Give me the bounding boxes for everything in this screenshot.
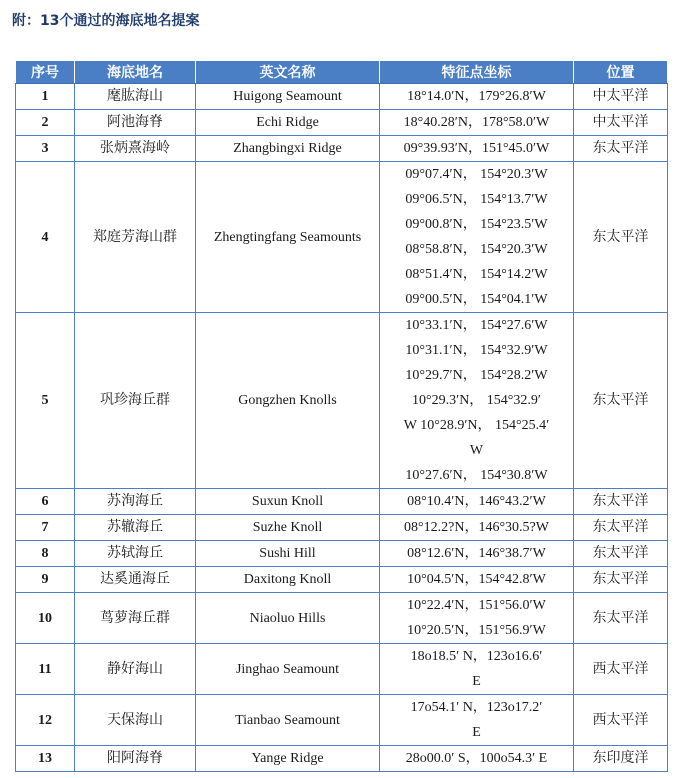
- row-en-name: Zhangbingxi Ridge: [196, 136, 380, 162]
- coord-line: 10°29.3′N， 154°32.9′: [412, 393, 541, 408]
- table-row: [16, 593, 668, 644]
- row-en-name: Gongzhen Knolls: [196, 313, 380, 489]
- header-index: 序号: [16, 61, 75, 84]
- coord-line: 08°58.8′N， 154°20.3′W: [405, 242, 548, 257]
- row-cn-name: 茑萝海丘群: [75, 593, 196, 644]
- row-coords: [380, 162, 574, 313]
- row-coords: [380, 110, 574, 136]
- row-location: 中太平洋: [574, 110, 668, 136]
- row-index: 12: [16, 695, 75, 746]
- row-en-name: Zhengtingfang Seamounts: [196, 162, 380, 313]
- row-coords: [380, 695, 574, 746]
- coord-line: 10°04.5′N，154°42.8′W: [407, 572, 546, 587]
- coord-line: 08°10.4′N，146°43.2′W: [407, 494, 546, 509]
- row-index: 13: [16, 746, 75, 772]
- table-body: [16, 84, 668, 772]
- coord-line: 10°27.6′N， 154°30.8′W: [405, 468, 548, 483]
- row-index: 3: [16, 136, 75, 162]
- row-en-name: Yange Ridge: [196, 746, 380, 772]
- table-row: [16, 136, 668, 162]
- row-index: 8: [16, 541, 75, 567]
- row-location: 东太平洋: [574, 541, 668, 567]
- coord-line: 08°51.4′N， 154°14.2′W: [405, 267, 548, 282]
- coord-line: E: [472, 725, 481, 740]
- row-en-name: Sushi Hill: [196, 541, 380, 567]
- row-cn-name: 苏辙海丘: [75, 515, 196, 541]
- coord-line: 18o18.5′ N，123o16.6′: [410, 649, 543, 664]
- coord-line: E: [472, 674, 481, 689]
- row-en-name: Huigong Seamount: [196, 84, 380, 110]
- row-cn-name: 张炳熹海岭: [75, 136, 196, 162]
- row-location: 东太平洋: [574, 515, 668, 541]
- coord-line: 10°22.4′N，151°56.0′W: [407, 598, 546, 613]
- table-row: [16, 110, 668, 136]
- row-en-name: Tianbao Seamount: [196, 695, 380, 746]
- row-index: 2: [16, 110, 75, 136]
- coord-line: 08°12.2?N，146°30.5?W: [404, 520, 549, 535]
- row-cn-name: 苏洵海丘: [75, 489, 196, 515]
- row-cn-name: 巩珍海丘群: [75, 313, 196, 489]
- header-cn-name: 海底地名: [75, 61, 196, 84]
- row-location: 西太平洋: [574, 695, 668, 746]
- row-coords: [380, 515, 574, 541]
- row-index: 1: [16, 84, 75, 110]
- table-row: [16, 695, 668, 746]
- table-header-row: [16, 61, 668, 84]
- coord-line: W: [469, 443, 484, 458]
- table-row: [16, 162, 668, 313]
- row-coords: [380, 313, 574, 489]
- undersea-names-table: [15, 60, 668, 772]
- coord-line: 09°06.5′N， 154°13.7′W: [405, 192, 548, 207]
- row-coords: [380, 541, 574, 567]
- coord-line: 18°40.28′N，178°58.0′W: [403, 115, 550, 130]
- row-en-name: Jinghao Seamount: [196, 644, 380, 695]
- row-cn-name: 天保海山: [75, 695, 196, 746]
- table-row: [16, 515, 668, 541]
- row-en-name: Suxun Knoll: [196, 489, 380, 515]
- row-coords: [380, 746, 574, 772]
- coord-line: 09°39.93′N，151°45.0′W: [403, 141, 550, 156]
- row-cn-name: 苏轼海丘: [75, 541, 196, 567]
- header-location: 位置: [574, 61, 668, 84]
- table-row: [16, 541, 668, 567]
- table-row: [16, 313, 668, 489]
- row-en-name: Suzhe Knoll: [196, 515, 380, 541]
- row-cn-name: 达奚通海丘: [75, 567, 196, 593]
- table-row: [16, 84, 668, 110]
- row-index: 11: [16, 644, 75, 695]
- row-en-name: Daxitong Knoll: [196, 567, 380, 593]
- row-coords: [380, 136, 574, 162]
- row-location: 东太平洋: [574, 593, 668, 644]
- row-cn-name: 郑庭芳海山群: [75, 162, 196, 313]
- row-index: 9: [16, 567, 75, 593]
- coord-line: 10°20.5′N，151°56.9′W: [407, 623, 546, 638]
- row-cn-name: 静好海山: [75, 644, 196, 695]
- row-index: 7: [16, 515, 75, 541]
- row-location: 东太平洋: [574, 567, 668, 593]
- row-index: 4: [16, 162, 75, 313]
- row-location: 西太平洋: [574, 644, 668, 695]
- row-cn-name: 阳阿海脊: [75, 746, 196, 772]
- row-index: 5: [16, 313, 75, 489]
- row-location: 东太平洋: [574, 136, 668, 162]
- table-row: [16, 644, 668, 695]
- coord-line: 08°12.6′N，146°38.7′W: [407, 546, 546, 561]
- coord-line: 10°31.1′N， 154°32.9′W: [405, 343, 548, 358]
- coord-line: 09°00.5′N， 154°04.1′W: [405, 292, 548, 307]
- row-location: 东太平洋: [574, 313, 668, 489]
- header-coords: 特征点坐标: [380, 61, 574, 84]
- coord-line: 10°33.1′N， 154°27.6′W: [405, 318, 548, 333]
- row-index: 10: [16, 593, 75, 644]
- coord-line: 09°00.8′N， 154°23.5′W: [405, 217, 548, 232]
- row-en-name: Echi Ridge: [196, 110, 380, 136]
- row-coords: [380, 489, 574, 515]
- coord-line: 09°07.4′N， 154°20.3′W: [405, 167, 548, 182]
- coord-line: W 10°28.9′N， 154°25.4′: [403, 418, 550, 433]
- row-location: 东太平洋: [574, 162, 668, 313]
- row-index: 6: [16, 489, 75, 515]
- row-location: 中太平洋: [574, 84, 668, 110]
- row-coords: [380, 567, 574, 593]
- table-row: [16, 567, 668, 593]
- row-cn-name: 麾肱海山: [75, 84, 196, 110]
- coord-line: 18°14.0′N，179°26.8′W: [407, 89, 546, 104]
- row-location: 东印度洋: [574, 746, 668, 772]
- table-row: [16, 746, 668, 772]
- row-coords: [380, 593, 574, 644]
- coord-line: 28o00.0′ S，100o54.3′ E: [405, 751, 548, 766]
- row-cn-name: 阿池海脊: [75, 110, 196, 136]
- row-en-name: Niaoluo Hills: [196, 593, 380, 644]
- row-location: 东太平洋: [574, 489, 668, 515]
- header-en-name: 英文名称: [196, 61, 380, 84]
- row-coords: [380, 84, 574, 110]
- table-row: [16, 489, 668, 515]
- coord-line: 10°29.7′N， 154°28.2′W: [405, 368, 548, 383]
- page-title: 附：13个通过的海底地名提案: [12, 13, 200, 29]
- coord-line: 17o54.1′ N，123o17.2′: [410, 700, 543, 715]
- row-coords: [380, 644, 574, 695]
